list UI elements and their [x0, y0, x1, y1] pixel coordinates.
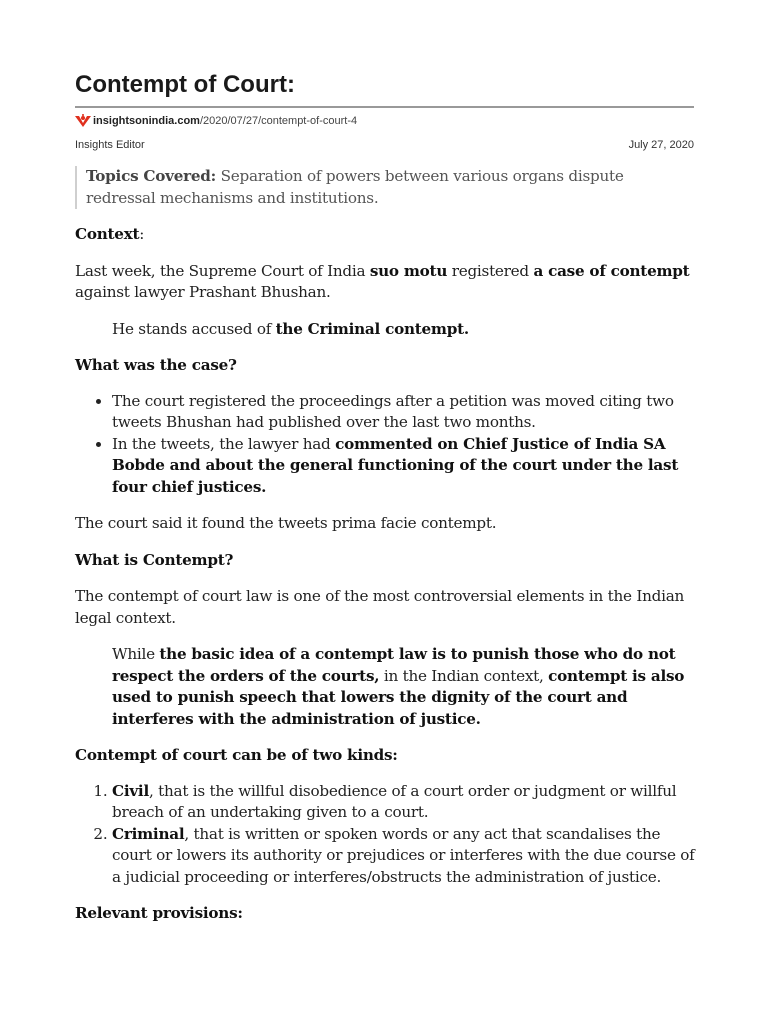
context-heading: [75, 224, 695, 246]
contempt-idea-bold-2: contempt is also used to punish speech that lowers the dignity of the court and interferes with the administration of justice.: [112, 666, 685, 728]
context-text-2: registered: [447, 261, 534, 280]
provisions-heading-label: Relevant provisions:: [75, 904, 243, 922]
kinds-item-civil-text: , that is the willful disobedience of a court order or judgment or willful breach of an undertaking given to a court.: [112, 781, 677, 821]
kinds-item-criminal: [112, 824, 695, 889]
kinds-item-criminal-text: , that is written or spoken words or any act that scandalises the court or lowers its authority or prejudices or interferes with the due course of a judicial proceeding or interferes/obstructs the administration of justice.: [112, 824, 695, 886]
case-conclusion: The court said it found the tweets prima facie contempt.: [75, 514, 497, 532]
page-title: Contempt of Court:: [75, 71, 295, 98]
article-body: [75, 166, 695, 925]
context-bold-case: a case of contempt: [533, 261, 690, 280]
kinds-item-criminal-term: Criminal: [112, 824, 185, 843]
case-bullet-item-1: [112, 391, 695, 434]
kinds-numbered-list: [75, 781, 695, 889]
case-heading: [75, 355, 695, 377]
context-heading-colon: :: [139, 225, 145, 243]
kinds-heading: [75, 745, 695, 767]
provisions-heading: [75, 903, 695, 925]
source-domain: insightsonindia.com: [93, 115, 200, 127]
context-bold-suo-motu: suo motu: [369, 261, 448, 280]
article-meta: [75, 139, 694, 151]
context-paragraph: [75, 261, 695, 304]
contempt-idea-bold-1: the basic idea of a contempt law is to punish those who do not respect the orders of the courts,: [112, 645, 676, 685]
insights-logo-icon: [75, 114, 91, 128]
kinds-item-civil-term: Civil: [112, 781, 149, 800]
case-bullet-2-bold: commented on Chief Justice of India SA Bobde and about the general functioning of the court under the last four chief justices.: [112, 434, 679, 496]
topics-covered-quote: [75, 166, 695, 209]
accused-paragraph: [75, 319, 695, 341]
case-bullet-item-2: [112, 434, 695, 499]
accused-text: He stands accused of: [112, 319, 276, 338]
source-link[interactable]: [75, 114, 694, 128]
accused-bold: the Criminal contempt.: [275, 319, 469, 338]
context-heading-label: Context: [75, 225, 140, 243]
context-text-1: Last week, the Supreme Court of India: [75, 261, 370, 280]
contempt-idea-text-1: While: [112, 645, 160, 663]
case-heading-label: What was the case?: [75, 356, 237, 374]
contempt-heading: [75, 550, 695, 572]
source-path: /2020/07/27/contempt-of-court-4: [199, 115, 358, 127]
contempt-idea-text-2: in the Indian context,: [379, 666, 549, 685]
article-header: [75, 68, 694, 151]
contempt-paragraph: The contempt of court law is one of the most controversial elements in the Indian legal context.: [75, 587, 685, 627]
title-divider: [75, 106, 694, 108]
author-name: Insights Editor: [75, 139, 145, 151]
context-text-3: against lawyer Prashant Bhushan.: [75, 283, 331, 301]
topics-label: Topics Covered:: [86, 167, 217, 185]
contempt-idea-paragraph: [75, 644, 695, 730]
case-bullet-1-text: The court registered the proceedings after a petition was moved citing two tweets Bhushan had published over the last two months.: [112, 391, 674, 431]
case-bullet-list: [75, 391, 695, 499]
kinds-item-civil: [112, 781, 695, 824]
kinds-heading-label: Contempt of court can be of two kinds:: [75, 746, 398, 764]
contempt-heading-label: What is Contempt?: [75, 550, 234, 569]
case-bullet-2-text: In the tweets, the lawyer had: [112, 434, 336, 453]
topics-text: Separation of powers between various organs dispute redressal mechanisms and institutions.: [86, 167, 624, 207]
publish-date: July 27, 2020: [628, 139, 694, 151]
